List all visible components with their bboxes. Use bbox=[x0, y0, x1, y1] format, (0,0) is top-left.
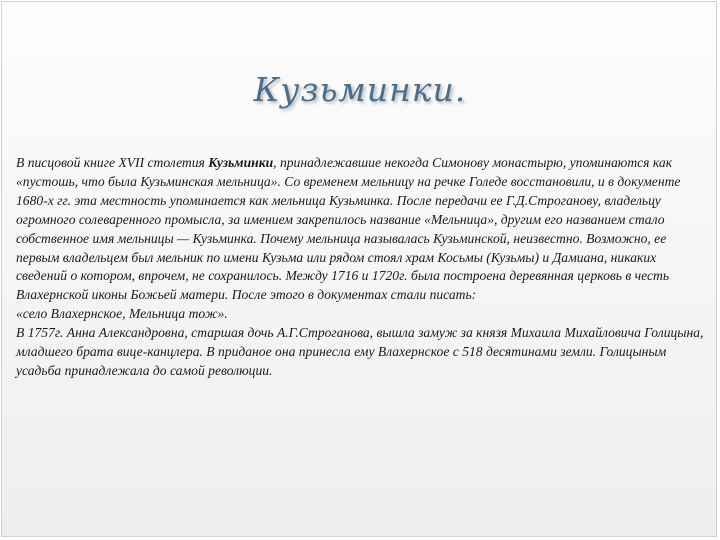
highlighted-name: Кузьминки bbox=[208, 155, 274, 170]
paragraph-quote: «село Влахернское, Мельница тож». bbox=[16, 306, 228, 322]
slide-title: Кузьминки. bbox=[253, 70, 467, 109]
slide-body-text bbox=[16, 154, 706, 381]
paragraph-history-intro: В писцовой книге XVII столетия bbox=[16, 155, 209, 170]
paragraph-golitsyn: В 1757г. Анна Александровна, старшая дочь А.Г.Строганова, вышла замуж за князя Михаила Михайловича Голицына, младшего брата вице-канцлера. В приданое она принесла ему Влахернское с 518 десятинами земли. Голицыным усадьба принадлежала до самой революции. bbox=[16, 325, 704, 378]
paragraph-history-rest: , принадлежавшие некогда Симонову монастырю, упоминаются как «пустошь, что была Кузьминская мельница». Со временем мельницу на речке Голеде восстановили, и в документе 1680-х гг. эта местность упоминается как мельница Кузьминка. После передачи ее Г.Д.Строганову, владельцу огромного солеваренного промысла, за имением закрепилось название «Мельница», другим его названием стало собственное имя мельницы — Кузьминка. Почему мельница называлась Кузьминской, неизвестно. Возможно, ее первым владельцем был мельник по имени Кузьма или рядом стоял храм Косьмы (Кузьмы) и Дамиана, никаких сведений о котором, впрочем, не сохранилось. Между 1716 и 1720г. была построена деревянная церковь в честь Влахернской иконы Божьей матери. После этого в документах стали писать: bbox=[16, 155, 681, 303]
paragraph-history bbox=[16, 154, 706, 305]
